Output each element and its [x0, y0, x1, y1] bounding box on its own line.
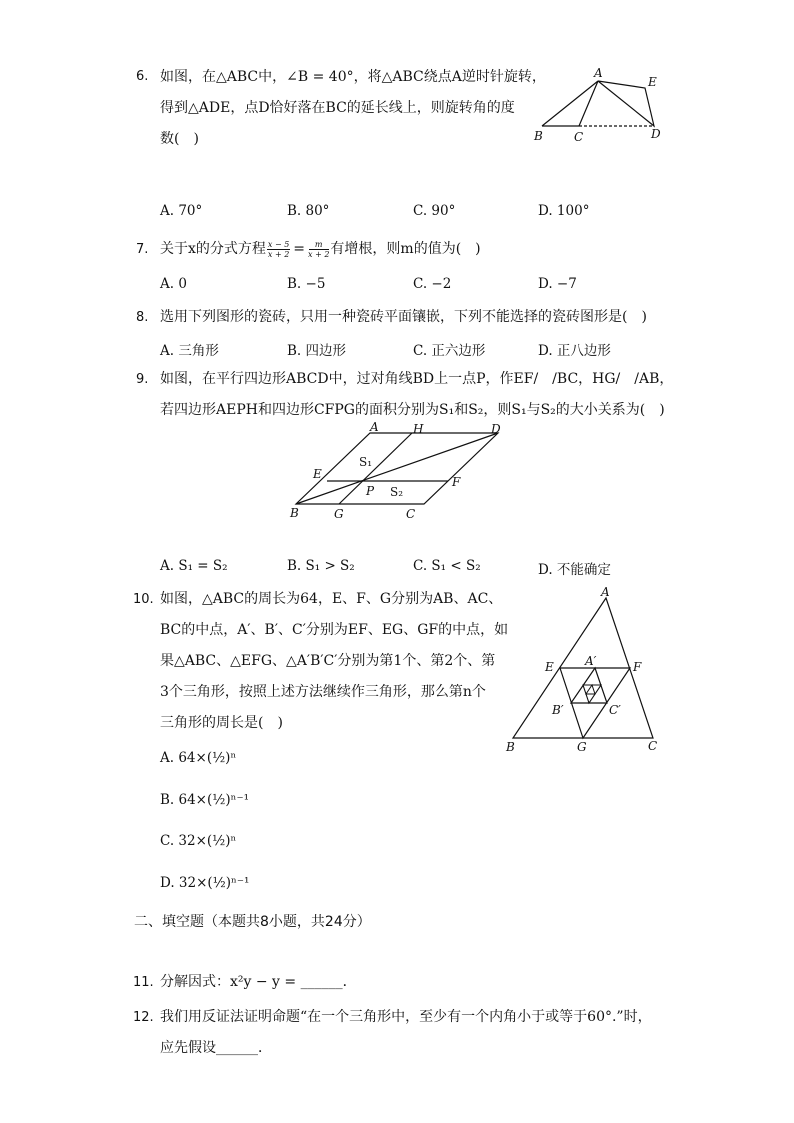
- q7-frac1-den: x + 2: [267, 249, 290, 259]
- q9-label-f: F: [452, 475, 461, 489]
- q10-text-line3: 果△ABC、△EFG、△A′B′C′分别为第1个、第2个、第: [160, 653, 496, 669]
- q9-figure: [285, 420, 510, 525]
- q7-fraction-left: [267, 240, 290, 259]
- q9-label-s1: S₁: [359, 455, 373, 469]
- q6-option-d[interactable]: D. 100°: [538, 203, 590, 219]
- q9-number: 9.: [136, 372, 149, 387]
- q9-option-d[interactable]: D. 不能确定: [538, 562, 611, 578]
- q10-label-b-prime: B′: [552, 703, 564, 717]
- q8-text-line1: 选用下列图形的瓷砖，只用一种瓷砖平面镶嵌，下列不能选择的瓷砖图形是( ): [160, 309, 647, 325]
- q9-text-line1: 如图，在平行四边形ABCD中，过对角线BD上一点P，作EF/ /BC，HG/ /AB，: [160, 371, 674, 387]
- q8-option-c[interactable]: C. 正六边形: [413, 343, 486, 359]
- q6-option-a[interactable]: A. 70°: [160, 203, 203, 219]
- q9-label-a: A: [370, 420, 379, 434]
- q10-text-line5: 三角形的周长是( ): [160, 715, 283, 731]
- q9-label-e: E: [313, 467, 322, 481]
- q6-option-c[interactable]: C. 90°: [413, 203, 456, 219]
- q10-figure: [500, 584, 670, 756]
- q8-option-d[interactable]: D. 正八边形: [538, 343, 611, 359]
- q6-option-b[interactable]: B. 80°: [287, 203, 330, 219]
- q7-option-d[interactable]: D. −7: [538, 276, 577, 292]
- q10-label-f: F: [633, 660, 642, 674]
- q9-option-a[interactable]: A. S₁ = S₂: [160, 558, 228, 574]
- q9-label-h: H: [413, 422, 424, 436]
- q10-number: 10.: [133, 592, 154, 607]
- q7-text: [160, 239, 481, 259]
- q10-text-line1: 如图，△ABC的周长为64，E、F、G分别为AB、AC、: [160, 591, 503, 607]
- q9-option-c[interactable]: C. S₁ < S₂: [413, 558, 481, 574]
- q10-option-a[interactable]: A. 64×(½)ⁿ: [160, 750, 237, 766]
- q11-text-line1: 分解因式：x²y − y = ______．: [160, 974, 357, 990]
- q7-frac2-num: m: [309, 240, 329, 250]
- q6-label-d: D: [651, 127, 661, 141]
- q10-option-b[interactable]: B. 64×(½)ⁿ⁻¹: [160, 792, 249, 808]
- q11-number: 11.: [133, 975, 154, 990]
- q6-label-a: A: [594, 66, 603, 80]
- q6-label-b: B: [534, 129, 543, 143]
- q9-label-d: D: [491, 422, 501, 436]
- q8-number: 8.: [136, 310, 149, 325]
- q6-label-c: C: [574, 130, 584, 144]
- q9-label-p: P: [366, 484, 375, 498]
- q10-label-c-prime: C′: [609, 703, 621, 717]
- q10-label-b: B: [506, 740, 515, 754]
- q7-fraction-right: [308, 240, 329, 259]
- q10-label-a: A: [601, 585, 610, 599]
- q12-text-line1: 我们用反证法证明命题“在一个三角形中，至少有一个内角小于或等于60°.”时，: [160, 1009, 652, 1025]
- q10-label-c: C: [648, 739, 658, 753]
- q7-frac1-num: x − 5: [267, 239, 290, 249]
- q8-option-a[interactable]: A. 三角形: [160, 343, 219, 359]
- q7-number: 7.: [136, 242, 149, 257]
- q7-frac2-den: x + 2: [308, 249, 330, 259]
- section2-heading: 二、填空题（本题共8小题，共24分）: [134, 914, 371, 930]
- q10-label-e: E: [545, 660, 554, 674]
- q9-label-s2: S₂: [390, 485, 404, 499]
- q7-text-b: 有增根，则m的值为( ): [330, 241, 481, 257]
- q6-label-e: E: [648, 75, 657, 89]
- q6-number: 6.: [136, 69, 149, 84]
- q10-label-g: G: [577, 740, 587, 754]
- q10-option-c[interactable]: C. 32×(½)ⁿ: [160, 833, 237, 849]
- q8-option-b[interactable]: B. 四边形: [287, 343, 347, 359]
- q10-option-d[interactable]: D. 32×(½)ⁿ⁻¹: [160, 875, 250, 891]
- q9-label-b: B: [290, 506, 299, 520]
- q12-number: 12.: [133, 1010, 154, 1025]
- q6-text-line2: 得到△ADE，点D恰好落在BC的延长线上，则旋转角的度: [160, 100, 515, 116]
- q9-label-g: G: [334, 507, 344, 521]
- q9-text-line2: 若四边形AEPH和四边形CFPG的面积分别为S₁和S₂，则S₁与S₂的大小关系为( ): [160, 402, 665, 418]
- q6-figure: [530, 62, 670, 146]
- q9-option-b[interactable]: B. S₁ > S₂: [287, 558, 355, 574]
- q12-text-line2: 应先假设______．: [160, 1040, 272, 1056]
- q10-text-line4: 3个三角形，按照上述方法继续作三角形，那么第n个: [160, 684, 486, 700]
- q7-option-a[interactable]: A. 0: [160, 276, 187, 292]
- q7-option-c[interactable]: C. −2: [413, 276, 452, 292]
- q6-text-line1: 如图，在△ABC中，∠B = 40°，将△ABC绕点A逆时针旋转，: [160, 69, 546, 85]
- q10-text-line2: BC的中点，A′、B′、C′分别为EF、EG、GF的中点，如: [160, 622, 509, 638]
- q7-eq: =: [293, 241, 306, 257]
- q10-label-a-prime: A′: [585, 654, 597, 668]
- q7-option-b[interactable]: B. −5: [287, 276, 326, 292]
- q6-text-line3: 数( ): [160, 131, 199, 147]
- q9-label-c: C: [406, 507, 416, 521]
- q7-text-a: 关于x的分式方程: [160, 241, 266, 257]
